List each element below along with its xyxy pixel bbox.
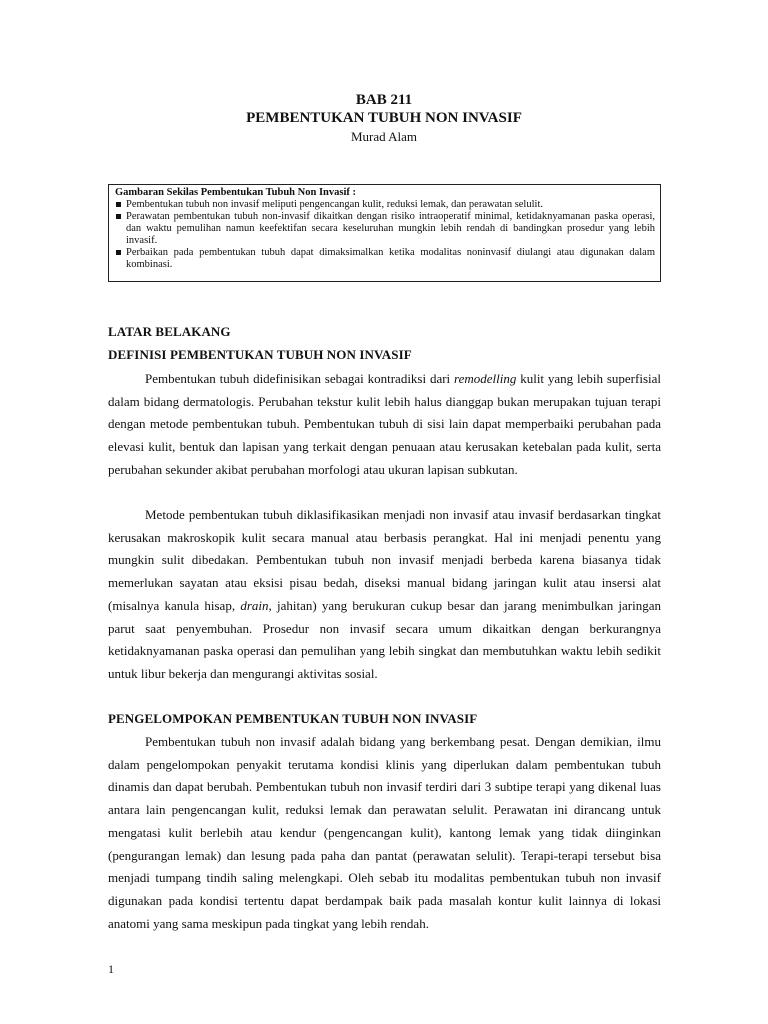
overview-box	[108, 184, 661, 282]
paragraph-definition-2: Metode pembentukan tubuh diklasifikasikan menjadi non invasif atau invasif berdasarkan tingkat kerusakan makroskopik kulit secara manual atau berbasis perangkat. Hal ini menjadi penentu yang mungkin sulit dibedakan. Pembentukan tubuh non invasif menjadi berbeda karena biasanya tidak memerlukan sayatan atau eksisi pisau bedah, diseksi manual bidang jaringan kulit atau insersi alat (misalnya kanula hisap, drain, jahitan) yang berukuran cukup besar dan jarang menimbulkan jaringan parut saat penyembuhan. Prosedur non invasif secara umum dikaitkan dengan berkurangnya ketidaknyamanan paska operasi dan pemulihan yang lebih singkat dan membutuhkan waktu lebih sedikit untuk libur bekerja dan mengurangi aktivitas sosial.	[108, 507, 662, 681]
overview-item	[115, 199, 655, 211]
overview-item	[115, 247, 655, 271]
page-number: 1	[108, 962, 114, 976]
emphasis-term: drain	[240, 597, 269, 613]
overview-item	[115, 211, 655, 247]
chapter-author: Murad Alam	[350, 129, 418, 144]
chapter-number: BAB 211	[355, 92, 413, 108]
chapter-title: PEMBENTUKAN TUBUH NON INVASIF	[246, 110, 522, 126]
overview-item-text: Pembentukan tubuh non invasif meliputi pengencangan kulit, reduksi lemak, dan perawatan selulit.	[126, 199, 543, 210]
bullet-square-icon	[116, 202, 121, 207]
section-heading-grouping: PENGELOMPOKAN PEMBENTUKAN TUBUH NON INVASIF	[108, 711, 478, 726]
section-heading-background: LATAR BELAKANG	[108, 324, 231, 339]
paragraph-grouping: Pembentukan tubuh non invasif adalah bidang yang berkembang pesat. Dengan demikian, ilmu dalam pengelompokan penyakit terutama kondisi klinis yang diperlukan dalam pembentukan tubuh dinamis dan dapat berubah. Pembentukan tubuh non invasif terdiri dari 3 subtipe terapi yang dikenal luas antara lain pengencangan kulit, reduksi lemak dan perawatan selulit. Perawatan ini dirancang untuk mengatasi kulit berlebih atau kendur (pengencangan kulit), kantong lemak yang tidak diinginkan (pengurangan lemak) dan lesung pada paha dan pantat (perawatan selulit). Terapi-terapi tersebut bisa menjadi tumpang tindih saling melengkapi. Oleh sebab itu modalitas pembentukan tubuh non invasif digunakan pada kondisi tertentu dapat berdampak baik pada masalah kontur kulit lainnya di lokasi anatomi yang sama meskipun pada tingkat yang lebih rendah.	[108, 734, 661, 931]
bullet-square-icon	[116, 250, 121, 255]
bullet-square-icon	[116, 214, 121, 219]
paragraph-definition-1: Pembentukan tubuh didefinisikan sebagai kontradiksi dari remodelling kulit yang lebih superfisial dalam bidang dermatologis. Perubahan tekstur kulit lebih halus dianggap bukan merupakan tujuan terapi dengan metode pembentukan tubuh. Pembentukan tubuh di sisi lain dapat memperbaiki perubahan pada elevasi kulit, bentuk dan lapisan yang terkait dengan penuaan atau kerusakan ketebalan pada kulit, serta perubahan sekunder akibat perubahan morfologi atau ukuran lapisan subkutan.	[108, 371, 661, 477]
overview-item-text: Perawatan pembentukan tubuh non-invasif dikaitkan dengan risiko intraoperatif minimal, ketidaknyamanan paska operasi, dan waktu pemulihan namun keefektifan secara keseluruhan mungkin lebih rendah di bandingkan prosedur yang lebih invasif.	[126, 211, 655, 246]
overview-item-text: Perbaikan pada pembentukan tubuh dapat dimaksimalkan ketika modalitas noninvasif diulangi atau digunakan dalam kombinasi.	[126, 247, 655, 270]
overview-title: Gambaran Sekilas Pembentukan Tubuh Non Invasif :	[115, 187, 356, 198]
section-heading-definition: DEFINISI PEMBENTUKAN TUBUH NON INVASIF	[108, 347, 412, 362]
emphasis-term: remodelling	[454, 371, 517, 386]
